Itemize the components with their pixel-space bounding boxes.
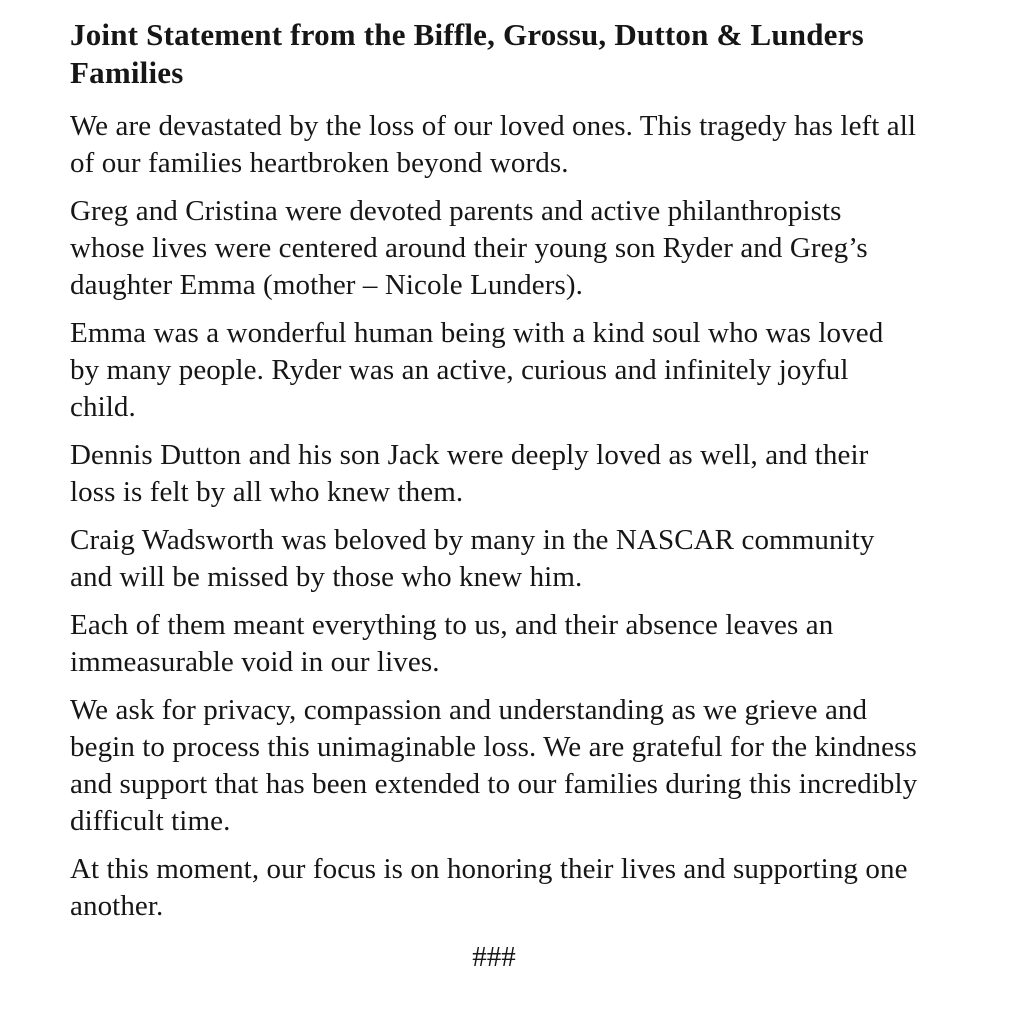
statement-title: Joint Statement from the Biffle, Grossu, Dutton & Lunders Families [70,17,864,90]
paragraph-devastated: We are devastated by the loss of our loved ones. This tragedy has left all of our families heartbroken beyond words. [70,110,917,179]
press-release-end-mark: ### [472,941,516,973]
text-column [70,16,918,976]
paragraph-dennis-jack: Dennis Dutton and his son Jack were deeply loved as well, and their loss is felt by all who knew them. [70,439,869,508]
paragraph-emma-ryder: Emma was a wonderful human being with a kind soul who was loved by many people. Ryder was an active, curious and infinitely joyful child. [70,317,884,423]
paragraph-craig-wadsworth: Craig Wadsworth was beloved by many in the NASCAR community and will be missed by those who knew him. [70,524,875,593]
paragraph-honoring: At this moment, our focus is on honoring their lives and supporting one another. [70,853,908,922]
paragraph-absence: Each of them meant everything to us, and their absence leaves an immeasurable void in our lives. [70,609,834,678]
paragraph-privacy-request: We ask for privacy, compassion and understanding as we grieve and begin to process this unimaginable loss. We are grateful for the kindness and support that has been extended to our families during this incredibly difficult time. [70,694,918,837]
paragraph-greg-cristina: Greg and Cristina were devoted parents and active philanthropists whose lives were centered around their young son Ryder and Greg’s daughter Emma (mother – Nicole Lunders). [70,195,868,301]
